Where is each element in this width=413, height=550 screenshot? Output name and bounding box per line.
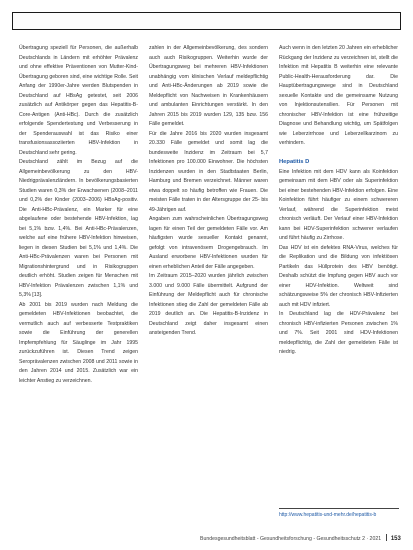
page-header [0, 0, 413, 36]
page-footer [200, 534, 400, 543]
header-box [12, 12, 401, 30]
paragraph: Eine Infektion mit dem HDV kann als Koinfektion gemeinsam mit dem HBV oder als Superinfektion bei einer bestehenden HBV-Infektion erfolgen. Eine Koinfektion führt häufiger zu einem schwereren Verlauf, während die Superinfektion meist chronisch verläuft. Der Verlauf einer HBV-Infektion kann bei HDV-Superinfektion schwerer verlaufen und führt häufig zu Zirrhose. [279, 168, 398, 241]
text-column-right [279, 44, 398, 504]
footnote-link[interactable]: http://www.hepatitis-und-mehr.de/hepatitis-b [279, 512, 377, 518]
paragraph: Angaben zum wahrscheinlichen Übertragungsweg lagen für einen Teil der gemeldeten Fälle vor. Am häufigsten wurde sexueller Kontakt genannt, gefolgt von intravenösem Drogengebrauch. Im Ausland erworbene HBV-Infektionen wurden für einen erheblichen Anteil der Fälle angegeben. [149, 216, 268, 270]
journal-citation: Bundesgesundheitsblatt - Gesundheitsforschung - Gesundheitsschutz 2 · 2021 [200, 536, 382, 542]
paragraph: In Deutschland lag die HDV-Prävalenz bei chronisch HBV-infizierten Personen zwischen 1% und 7%. Seit 2001 sind HDV-Infektionen meldepflichtig, die Zahl der gemeldeten Fälle ist niedrig. [279, 311, 398, 355]
paragraph: zahlen in der Allgemeinbevölkerung, des sondern auch auch Risikogruppen. Weiterhin wurde der Übertragungsweg bei mehreren HBV-Infektionen unabhängig vom klinischen Verlauf meldepflichtig und Anti-HBc-Änderungen ab 2019 sowie die Meldepflicht von Nachweisen in Krankenhäusern und ambulanten Einrichtungen verstärkt. In den Jahren 2015 bis 2019 wurden 129, 135 bzw. 156 Fälle gemeldet. [149, 45, 268, 127]
paragraph: Auch wenn in den letzten 20 Jahren ein erheblicher Rückgang der Inzidenz zu verzeichnen ist, stellt die Infektion mit Hepatitis B weiterhin eine relevante Public-Health-Herausforderung dar. Die Hauptübertragungswege sind in Deutschland sexuelle Kontakte und die gemeinsame Nutzung von Injektionsutensilien. Für Personen mit chronischer HBV-Infektion ist eine frühzeitige Diagnose und Behandlung wichtig, um Spätfolgen wie Leberzirrhose und Leberzellkarzinom zu verhindern. [279, 45, 398, 146]
paragraph: Ab 2001 bis 2019 wurden nach Meldung die gemeldeten HBV-Infektionen beobachtet, die vermutlich auch auf verbesserte Testpraktiken sowie die Einführung der generellen Impfempfehlung für Säuglinge im Jahr 1995 zurückzuführen ist. Diesen Trend zeigen Seroprävalenzen zwischen 2008 und 2011 sowie in den Jahren 2014 und 2015. Zusätzlich war ein leichter Anstieg zu verzeichnen. [19, 301, 138, 384]
paragraph: Deutschland zählt im Bezug auf die Allgemeinbevölkerung zu den HBV-Niedrigprävalenzländern. In bevölkerungsbasierten Studien waren 0,3% der Erwachsenen (2008–2011 und 0,2% der Kinder (2003–2006) HBsAg-positiv. Die Anti-HBc-Prävalenz, ein Marker für eine abgelaufene oder bestehende HBV-Infektion, lag bei 5,1% bzw. 1,4%. Bei Anti-HBc-Prävalenzen, welche auf eine frühere HBV-Infektion hinweisen, liegen in diesen Studien bei 5,1% und 1,4%. Die Anti-HBc-Prävalenzen waren bei Personen mit Migrationshintergrund und in Risikogruppen deutlich erhöht. Studien zeigen für Menschen mit HBV-Infektion Prävalenzen zwischen 1,1% und 5,3% [13]. [19, 159, 138, 298]
paragraph: Im Zeitraum 2015–2020 wurden jährlich zwischen 3.000 und 9.000 Fälle übermittelt. Aufgrund der Einführung der Meldepflicht auch für chronische Infektionen stieg die Zahl der gemeldeten Fälle ab 2019 deutlich an. Die Hepatitis-B-Inzidenz in Deutschland zeigt daher insgesamt einen ansteigenden Trend. [149, 273, 268, 336]
footnote-divider [279, 508, 399, 509]
paragraph: Für die Jahre 2016 bis 2020 wurden insgesamt 20.330 Fälle gemeldet und somit lag die bundesweite Inzidenz im Zeitraum bei 5,7 Infektionen pro 100.000 Einwohner. Die höchsten Inzidenzen wurden in den Stadtstaaten Berlin, Hamburg und Bremen verzeichnet. Männer waren etwa doppelt so häufig betroffen wie Frauen. Die meisten Fälle traten in der Altersgruppe der 25- bis 49-Jährigen auf. [149, 130, 268, 213]
page-number: 153 [390, 536, 401, 542]
paragraph: Übertragung speziell für Personen, die außerhalb Deutschlands in Ländern mit erhöhter Prävalenz und ohne effektive Präventionen von Mutter-Kind-Übertragung geboren sind, eine wichtige Rolle. Seit Anfang der 1990er-Jahre werden Blutspenden in Deutschland auf HBsAg getestet, seit 2006 zusätzlich auf Antikörper gegen das Hepatitis-B-Core-Antigen (Anti-HBc). Durch die zusätzlich erfolgende Spendertestung und Verbesserung in der Spenderauswahl ist das Risiko einer transfusionsassoziierten HBV-Infektion in Deutschland sehr gering. [19, 45, 138, 156]
footer-separator [386, 534, 387, 541]
paragraph: Das HDV ist ein defektes RNA-Virus, welches für die Replikation und die Bildung von infektiösen Partikeln das Hüllprotein des HBV benötigt. Deshalb schützt die Impfung gegen HBV auch vor einer HDV-Infektion. Weltweit sind schätzungsweise 5% der chronisch HBV-Infizierten auch mit HDV infiziert. [279, 244, 398, 308]
text-column-middle [149, 44, 268, 504]
section-heading-hepatitis-d: Hepatitis D [279, 159, 310, 165]
text-column-left [19, 44, 138, 504]
